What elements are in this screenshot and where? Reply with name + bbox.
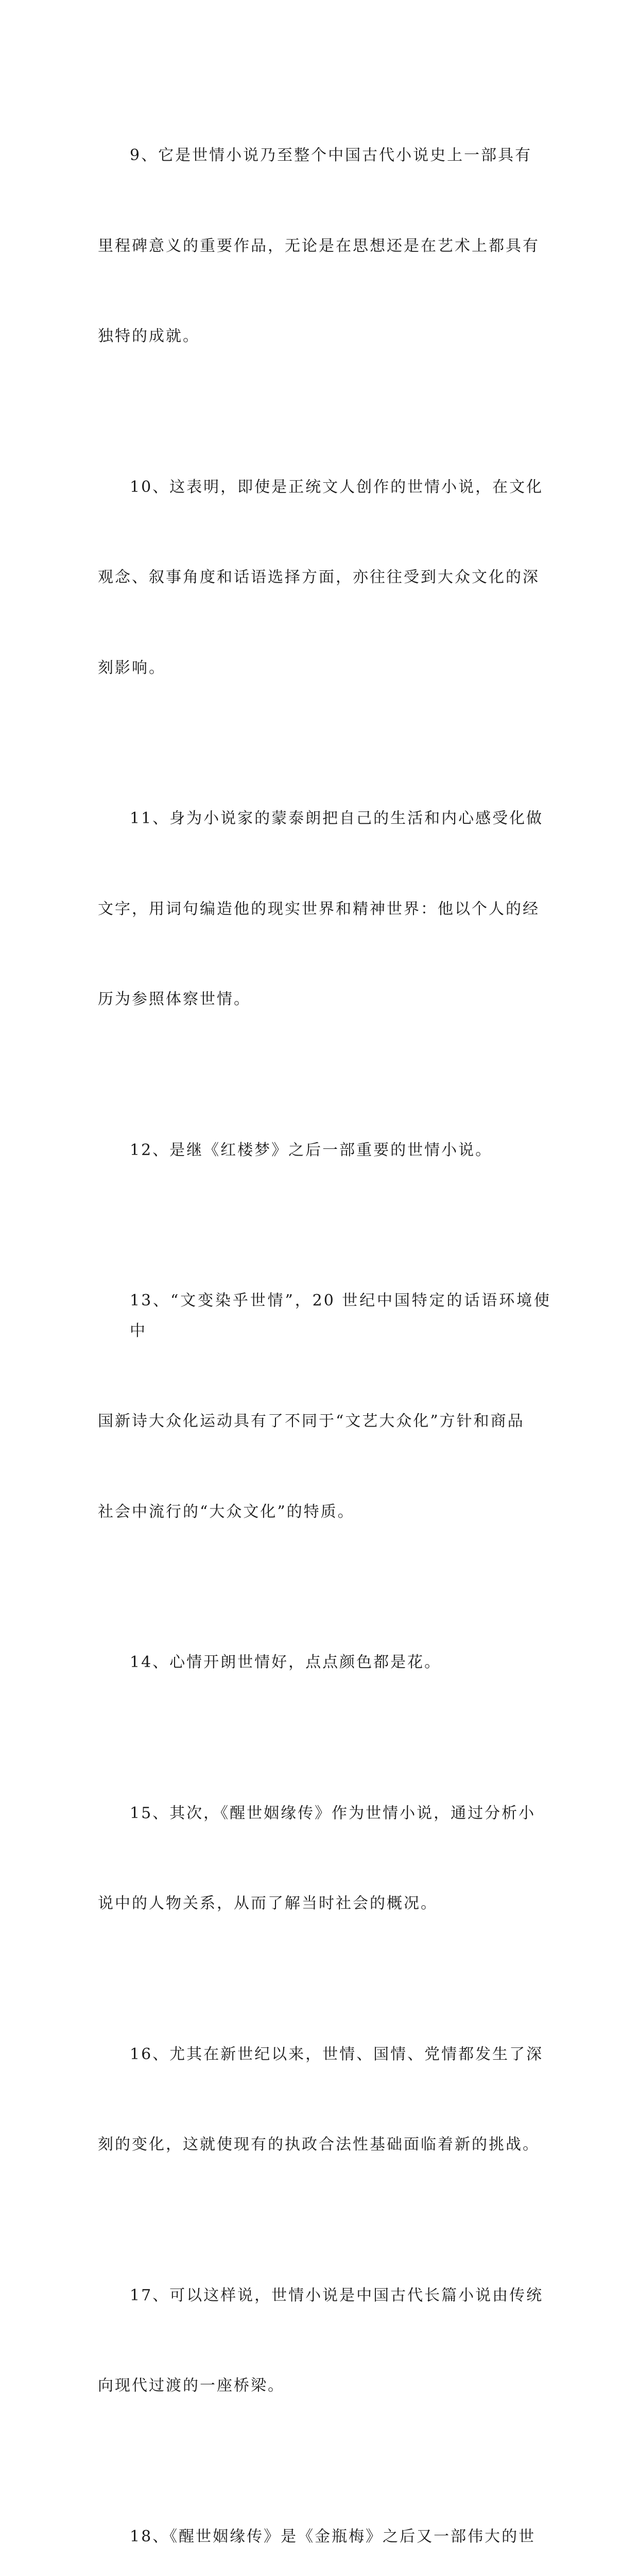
paragraph-line: 10、这表明，即使是正统文人创作的世情小说，在文化 bbox=[98, 472, 551, 503]
paragraph-18 bbox=[98, 2462, 551, 2576]
paragraph-line: 刻影响。 bbox=[98, 653, 551, 684]
paragraph-line: 15、其次，《醒世姻缘传》作为世情小说，通过分析小 bbox=[98, 1799, 551, 1829]
paragraph-line: 观念、叙事角度和话语选择方面，亦往往受到大众文化的深 bbox=[98, 563, 551, 593]
paragraph-line: 9、它是世情小说乃至整个中国古代小说史上一部具有 bbox=[98, 141, 551, 171]
paragraph-line: 14、心情开朗世情好，点点颜色都是花。 bbox=[98, 1648, 551, 1678]
paragraph-11 bbox=[98, 743, 551, 1075]
paragraph-16 bbox=[98, 1979, 551, 2221]
paragraph-line: 16、尤其在新世纪以来，世情、国情、党情都发生了深 bbox=[98, 2040, 551, 2070]
paragraph-13 bbox=[98, 1226, 551, 1587]
paragraph-15 bbox=[98, 1738, 551, 1979]
paragraph-line: 社会中流行的“大众文化”的特质。 bbox=[98, 1497, 551, 1528]
paragraph-line: 独特的成就。 bbox=[98, 321, 551, 352]
paragraph-line: 17、可以这样说，世情小说是中国古代长篇小说由传统 bbox=[98, 2281, 551, 2311]
paragraph-17 bbox=[98, 2221, 551, 2462]
document-page bbox=[0, 0, 639, 904]
paragraph-line: 里程碑意义的重要作品，无论是在思想还是在艺术上都具有 bbox=[98, 231, 551, 262]
paragraph-line: 历为参照体察世情。 bbox=[98, 985, 551, 1015]
paragraph-line: 向现代过渡的一座桥梁。 bbox=[98, 2371, 551, 2401]
paragraph-12 bbox=[98, 1075, 551, 1226]
paragraph-line: 11、身为小说家的蒙泰朗把自己的生活和内心感受化做 bbox=[98, 804, 551, 834]
paragraph-9 bbox=[98, 80, 551, 412]
paragraph-line: 12、是继《红楼梦》之后一部重要的世情小说。 bbox=[98, 1136, 551, 1166]
paragraph-line: 刻的变化，这就使现有的执政合法性基础面临着新的挑战。 bbox=[98, 2130, 551, 2160]
paragraph-line: 文字，用词句编造他的现实世界和精神世界：他以个人的经 bbox=[98, 894, 551, 925]
paragraph-line: 说中的人物关系，从而了解当时社会的概况。 bbox=[98, 1889, 551, 1919]
paragraph-14 bbox=[98, 1587, 551, 1738]
document-body bbox=[98, 80, 551, 2576]
paragraph-line: 国新诗大众化运动具有了不同于“文艺大众化”方针和商品 bbox=[98, 1406, 551, 1437]
paragraph-line: 13、“文变染乎世情”，20 世纪中国特定的话语环境使中 bbox=[98, 1286, 551, 1346]
paragraph-line: 18、《醒世姻缘传》是《金瓶梅》之后又一部伟大的世 bbox=[98, 2522, 551, 2552]
paragraph-10 bbox=[98, 412, 551, 744]
